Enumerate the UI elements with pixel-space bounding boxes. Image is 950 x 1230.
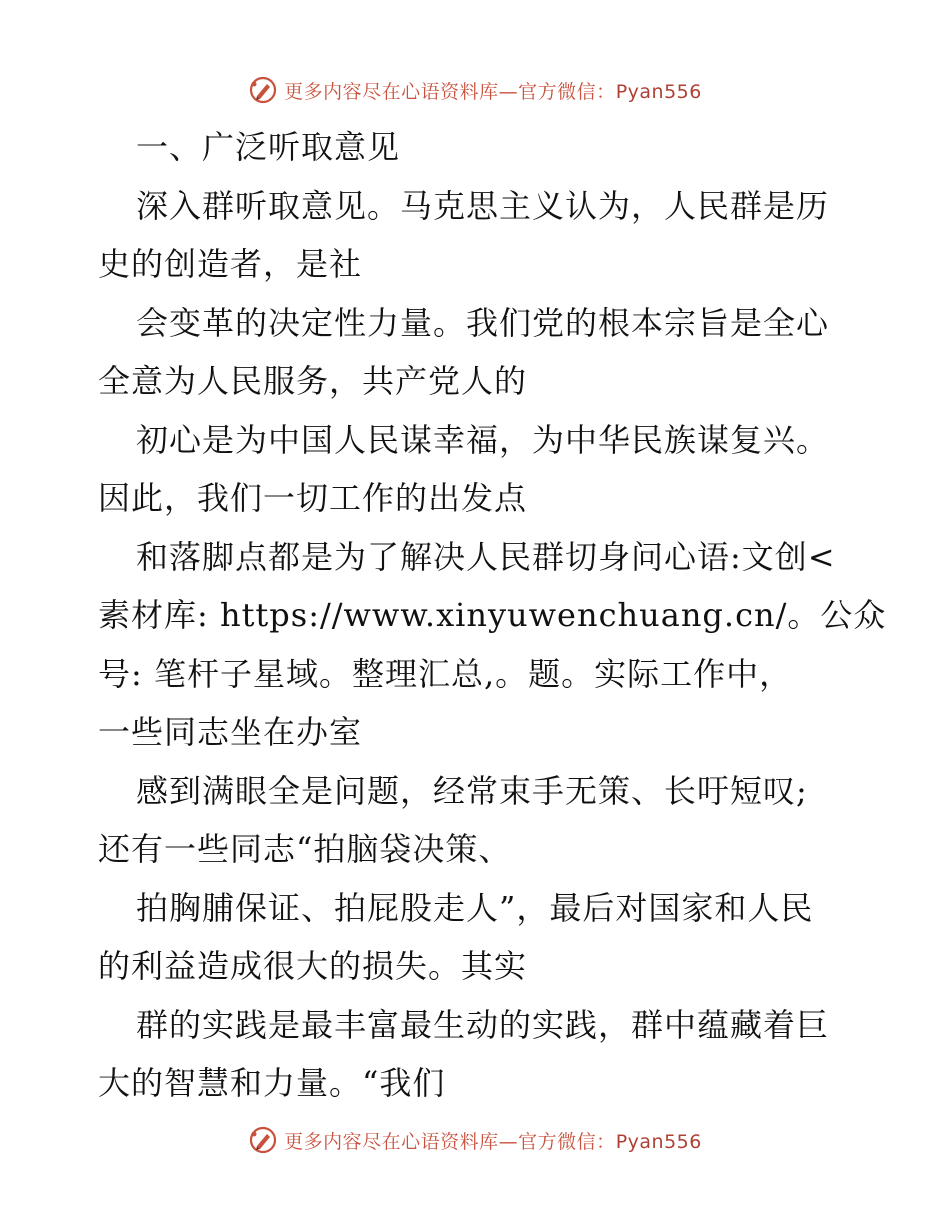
text-line: 会变革的决定性力量。我们党的根本宗旨是全心: [136, 303, 830, 342]
text-line: 的利益造成很大的损失。其实: [98, 947, 528, 985]
text-line: 一、广泛听取意见: [136, 128, 401, 166]
header-watermark-text: [284, 77, 702, 104]
text-line: 全意为人民服务，共产党人的: [98, 362, 528, 400]
text-line: 还有一些同志“拍脑袋决策、: [98, 830, 512, 868]
text-line: 号: 笔杆子星域。整理汇总,。题。实际工作中，: [98, 654, 793, 693]
text-line: 一些同志坐在办室: [98, 713, 363, 751]
document-body: [98, 118, 887, 1113]
footer-watermark-text: [284, 1127, 702, 1154]
text-line: 大的智慧和力量。“我们: [98, 1064, 446, 1102]
footer-watermark-banner: [0, 1120, 950, 1160]
banner-wechat-id: Pyan556: [615, 1130, 702, 1153]
banner-wechat-id: Pyan556: [615, 80, 702, 103]
banner-main-text: 更多内容尽在心语资料库: [284, 1130, 499, 1153]
text-line: 群的实践是最丰富最生动的实践，群中蕴藏着巨: [136, 1005, 830, 1044]
text-line: 感到满眼全是问题，经常束手无策、长吁短叹;: [136, 771, 808, 810]
banner-main-text: 更多内容尽在心语资料库: [284, 80, 499, 103]
text-line: 因此，我们一切工作的出发点: [98, 479, 528, 517]
header-watermark-content: [248, 75, 702, 105]
text-line: 深入群听取意见。马克思主义认为，人民群是历: [136, 186, 830, 225]
text-line: 拍胸脯保证、拍屁股走人”，最后对国家和人民: [136, 888, 814, 927]
footer-watermark-content: [248, 1125, 702, 1155]
text-line: 素材库: https://www.xinyuwenchuang.cn/。公众: [98, 596, 887, 634]
header-watermark-banner: [0, 70, 950, 110]
banner-separator: —: [498, 80, 519, 103]
banner-separator: —: [498, 1130, 519, 1153]
pen-logo-icon: [248, 1125, 278, 1155]
banner-wechat-label: 官方微信：: [518, 1130, 616, 1153]
text-line: 史的创造者，是社: [98, 245, 363, 283]
text-line: 和落脚点都是为了解决人民群切身问心语:文创<: [136, 537, 836, 576]
pen-logo-icon: [248, 75, 278, 105]
banner-wechat-label: 官方微信：: [518, 80, 616, 103]
text-line: 初心是为中国人民谋幸福，为中华民族谋复兴。: [136, 420, 830, 459]
